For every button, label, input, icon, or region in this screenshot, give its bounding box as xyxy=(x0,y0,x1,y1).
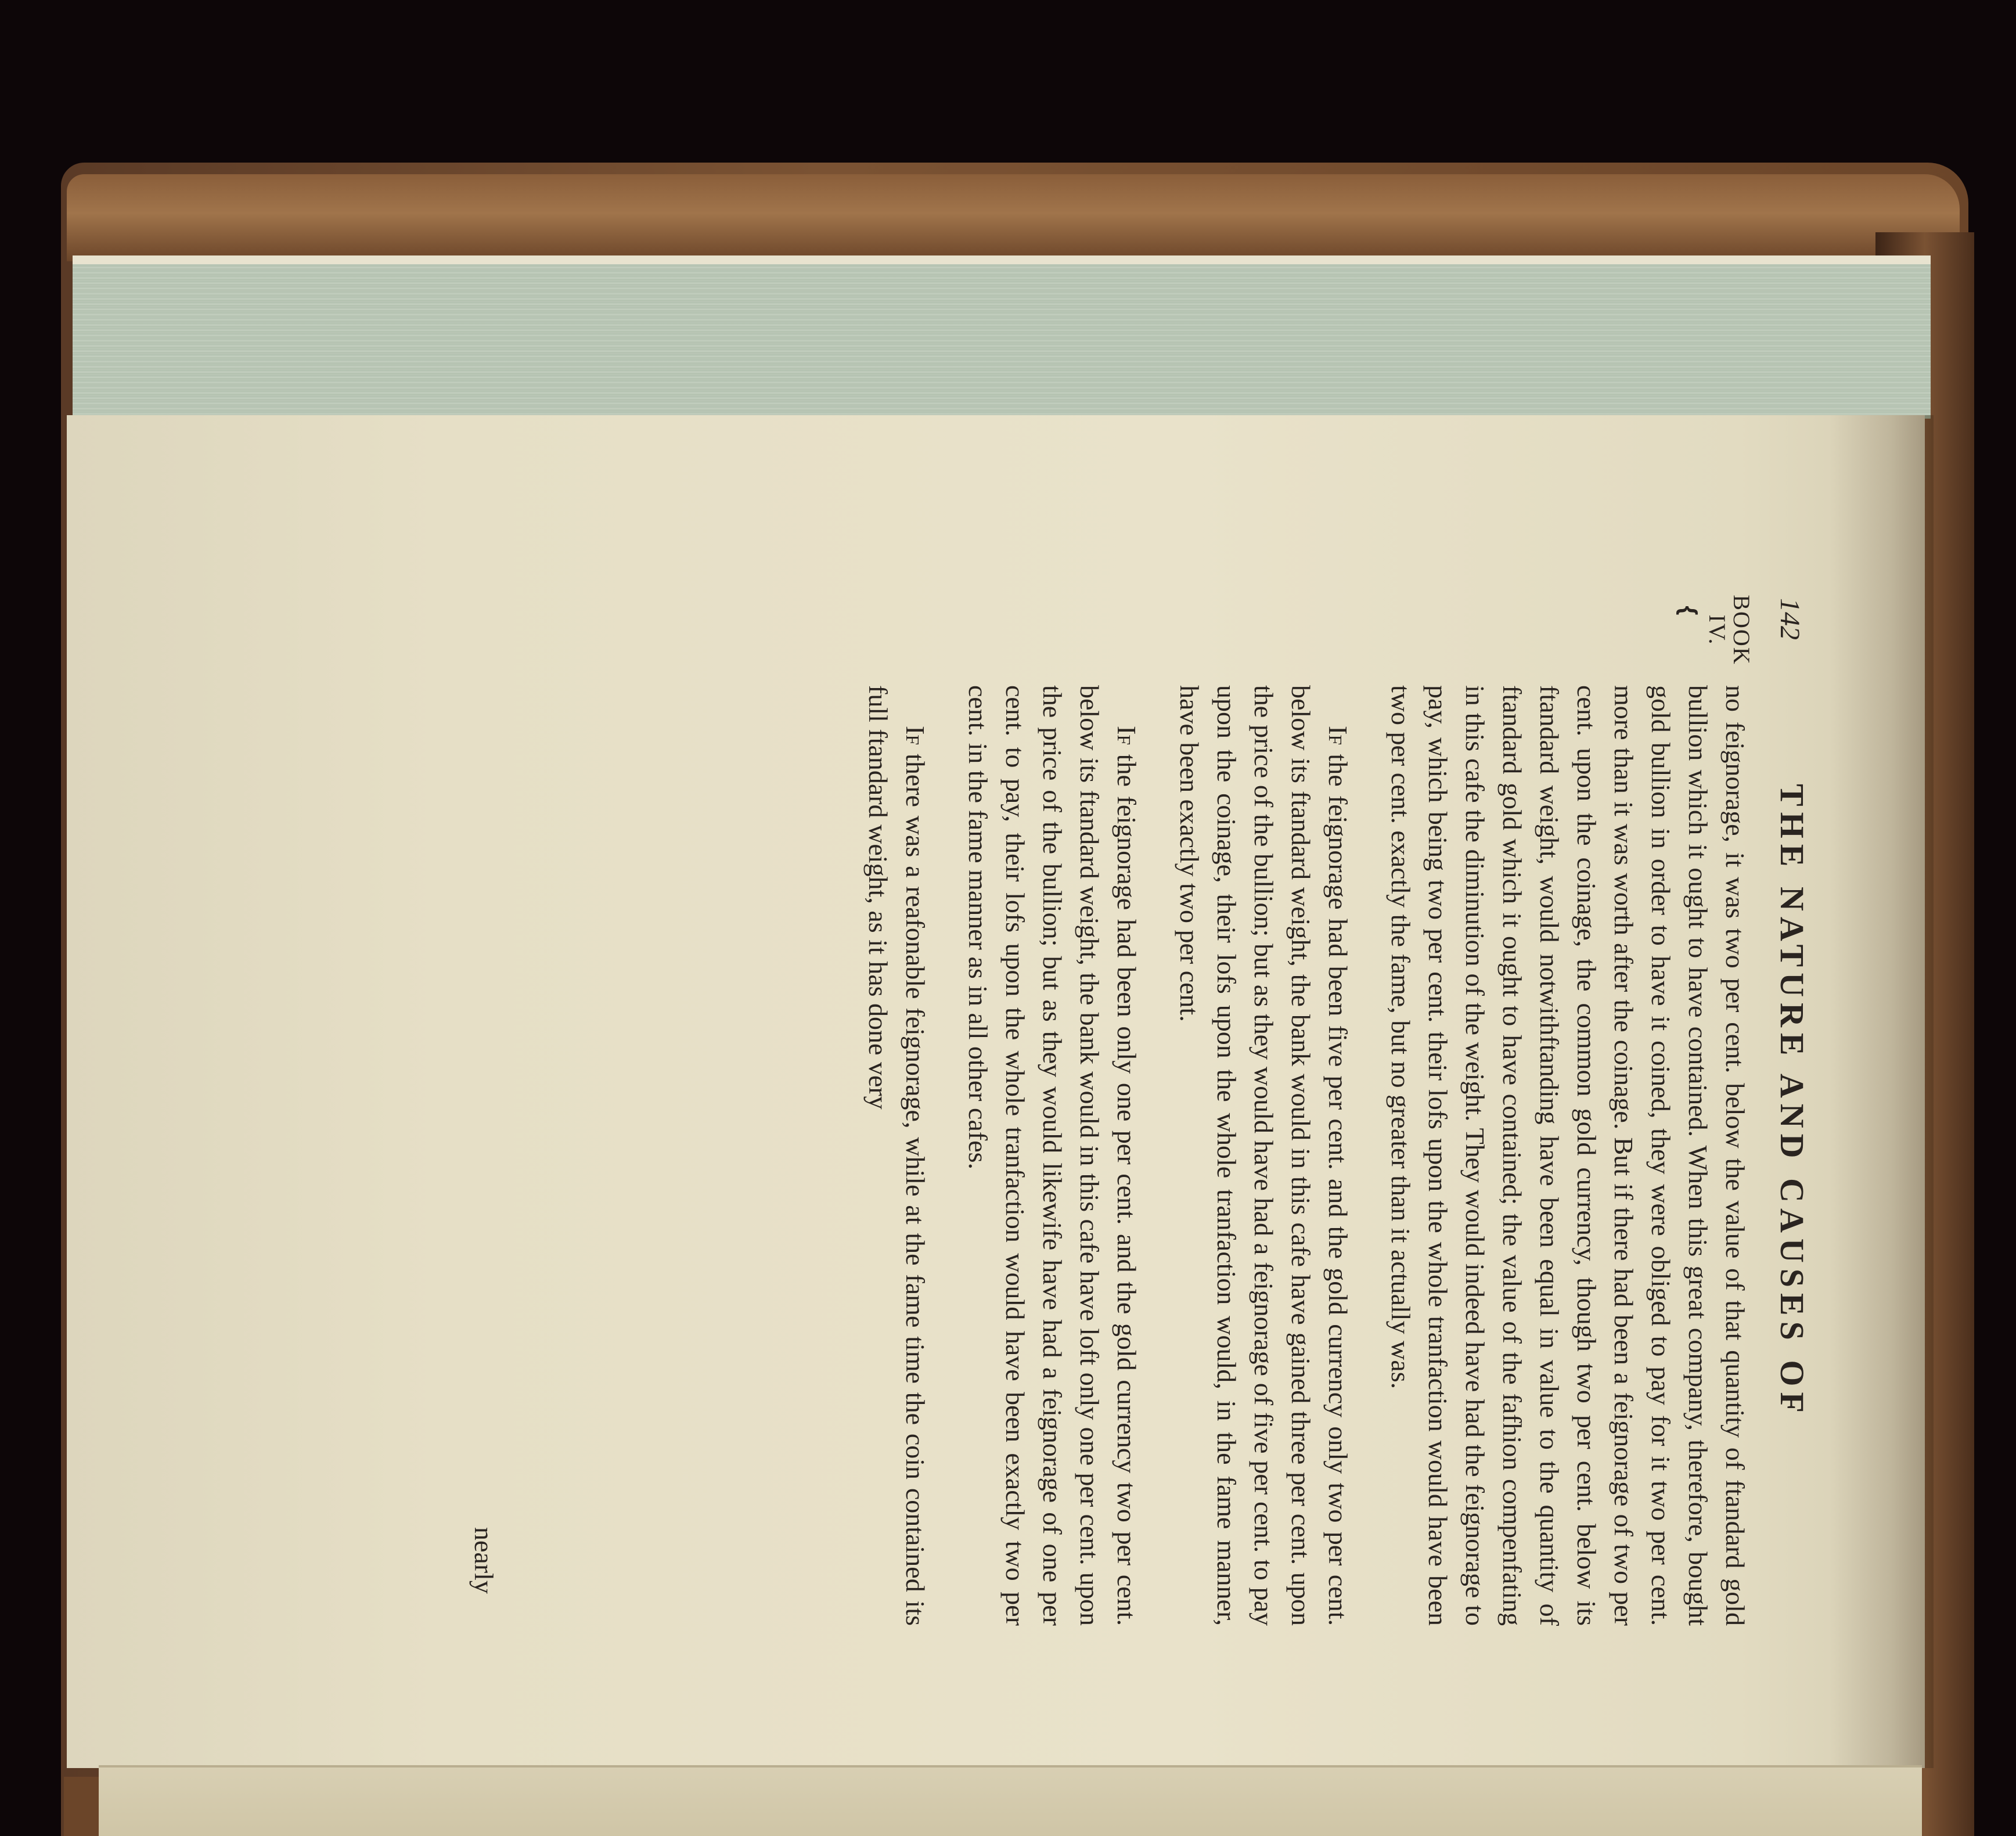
paragraph-2: If the feignorage had been five per cent. and the gold currency only two per cent. below its ftandard weight, the bank would in this cafe have gained three per cent. upon the price of the bullion; but as they would have had a feignorage of five per cent. to pay upon the coinage, their lofs upon the whole tranfaction would, in the fame manner, have been exactly two per cent. xyxy=(1175,685,1353,1626)
margin-note-number: IV. xyxy=(1704,614,1730,646)
page-gutter-shadow xyxy=(1829,415,1934,1768)
running-head: THE NATURE AND CAUSES OF xyxy=(1773,784,1811,1419)
next-leaf-edge xyxy=(99,1765,1922,1836)
paragraph-4: If there was a reafonable feignorage, while at the fame time the coin contained its full ftandard weight, as it has done very xyxy=(863,685,930,1626)
margin-note-book: BOOK xyxy=(1729,595,1755,665)
margin-note xyxy=(1672,586,1754,674)
stacked-page-edges xyxy=(73,264,1931,419)
rotated-page-text xyxy=(389,595,1812,1626)
body-text xyxy=(834,685,1754,1626)
cover-top-edge xyxy=(67,174,1960,261)
page-number: 142 xyxy=(1774,598,1805,640)
brace-icon: ⏟ xyxy=(1675,609,1698,651)
paragraph-1: no feignorage, it was two per cent. below the value of that quantity of ftandard gold bullion which it ought to have contained. When this great company, therefore, bought gold bullion in order to have it coined, they were obliged to pay for it two per cent. more than it was worth after the coinage. But if there had been a feignorage of two per cent. upon the coinage, the common gold currency, though two per cent. below its ftandard weight, would notwithftanding have been equal in value to the quantity of ftandard gold which it ought to have contained; the value of the fafhion compenfating in this cafe the diminution of the weight. They would indeed have had the feignorage to pay, which being two per cent. their lofs upon the whole tranfaction would have been two per cent. exactly the fame, but no greater than it actually was. xyxy=(1386,685,1750,1626)
catchword: nearly xyxy=(469,1527,499,1594)
paragraph-3: If the feignorage had been only one per cent. and the gold currency two per cent. below its ftandard weight, the bank would in this cafe have loft only one per cent. upon the price of the bullion; but as they would likewife have had a feignorage of one per cent. to pay, their lofs upon the whole tranfaction would have been exactly two per cent. in the fame manner as in all other cafes. xyxy=(963,685,1142,1626)
